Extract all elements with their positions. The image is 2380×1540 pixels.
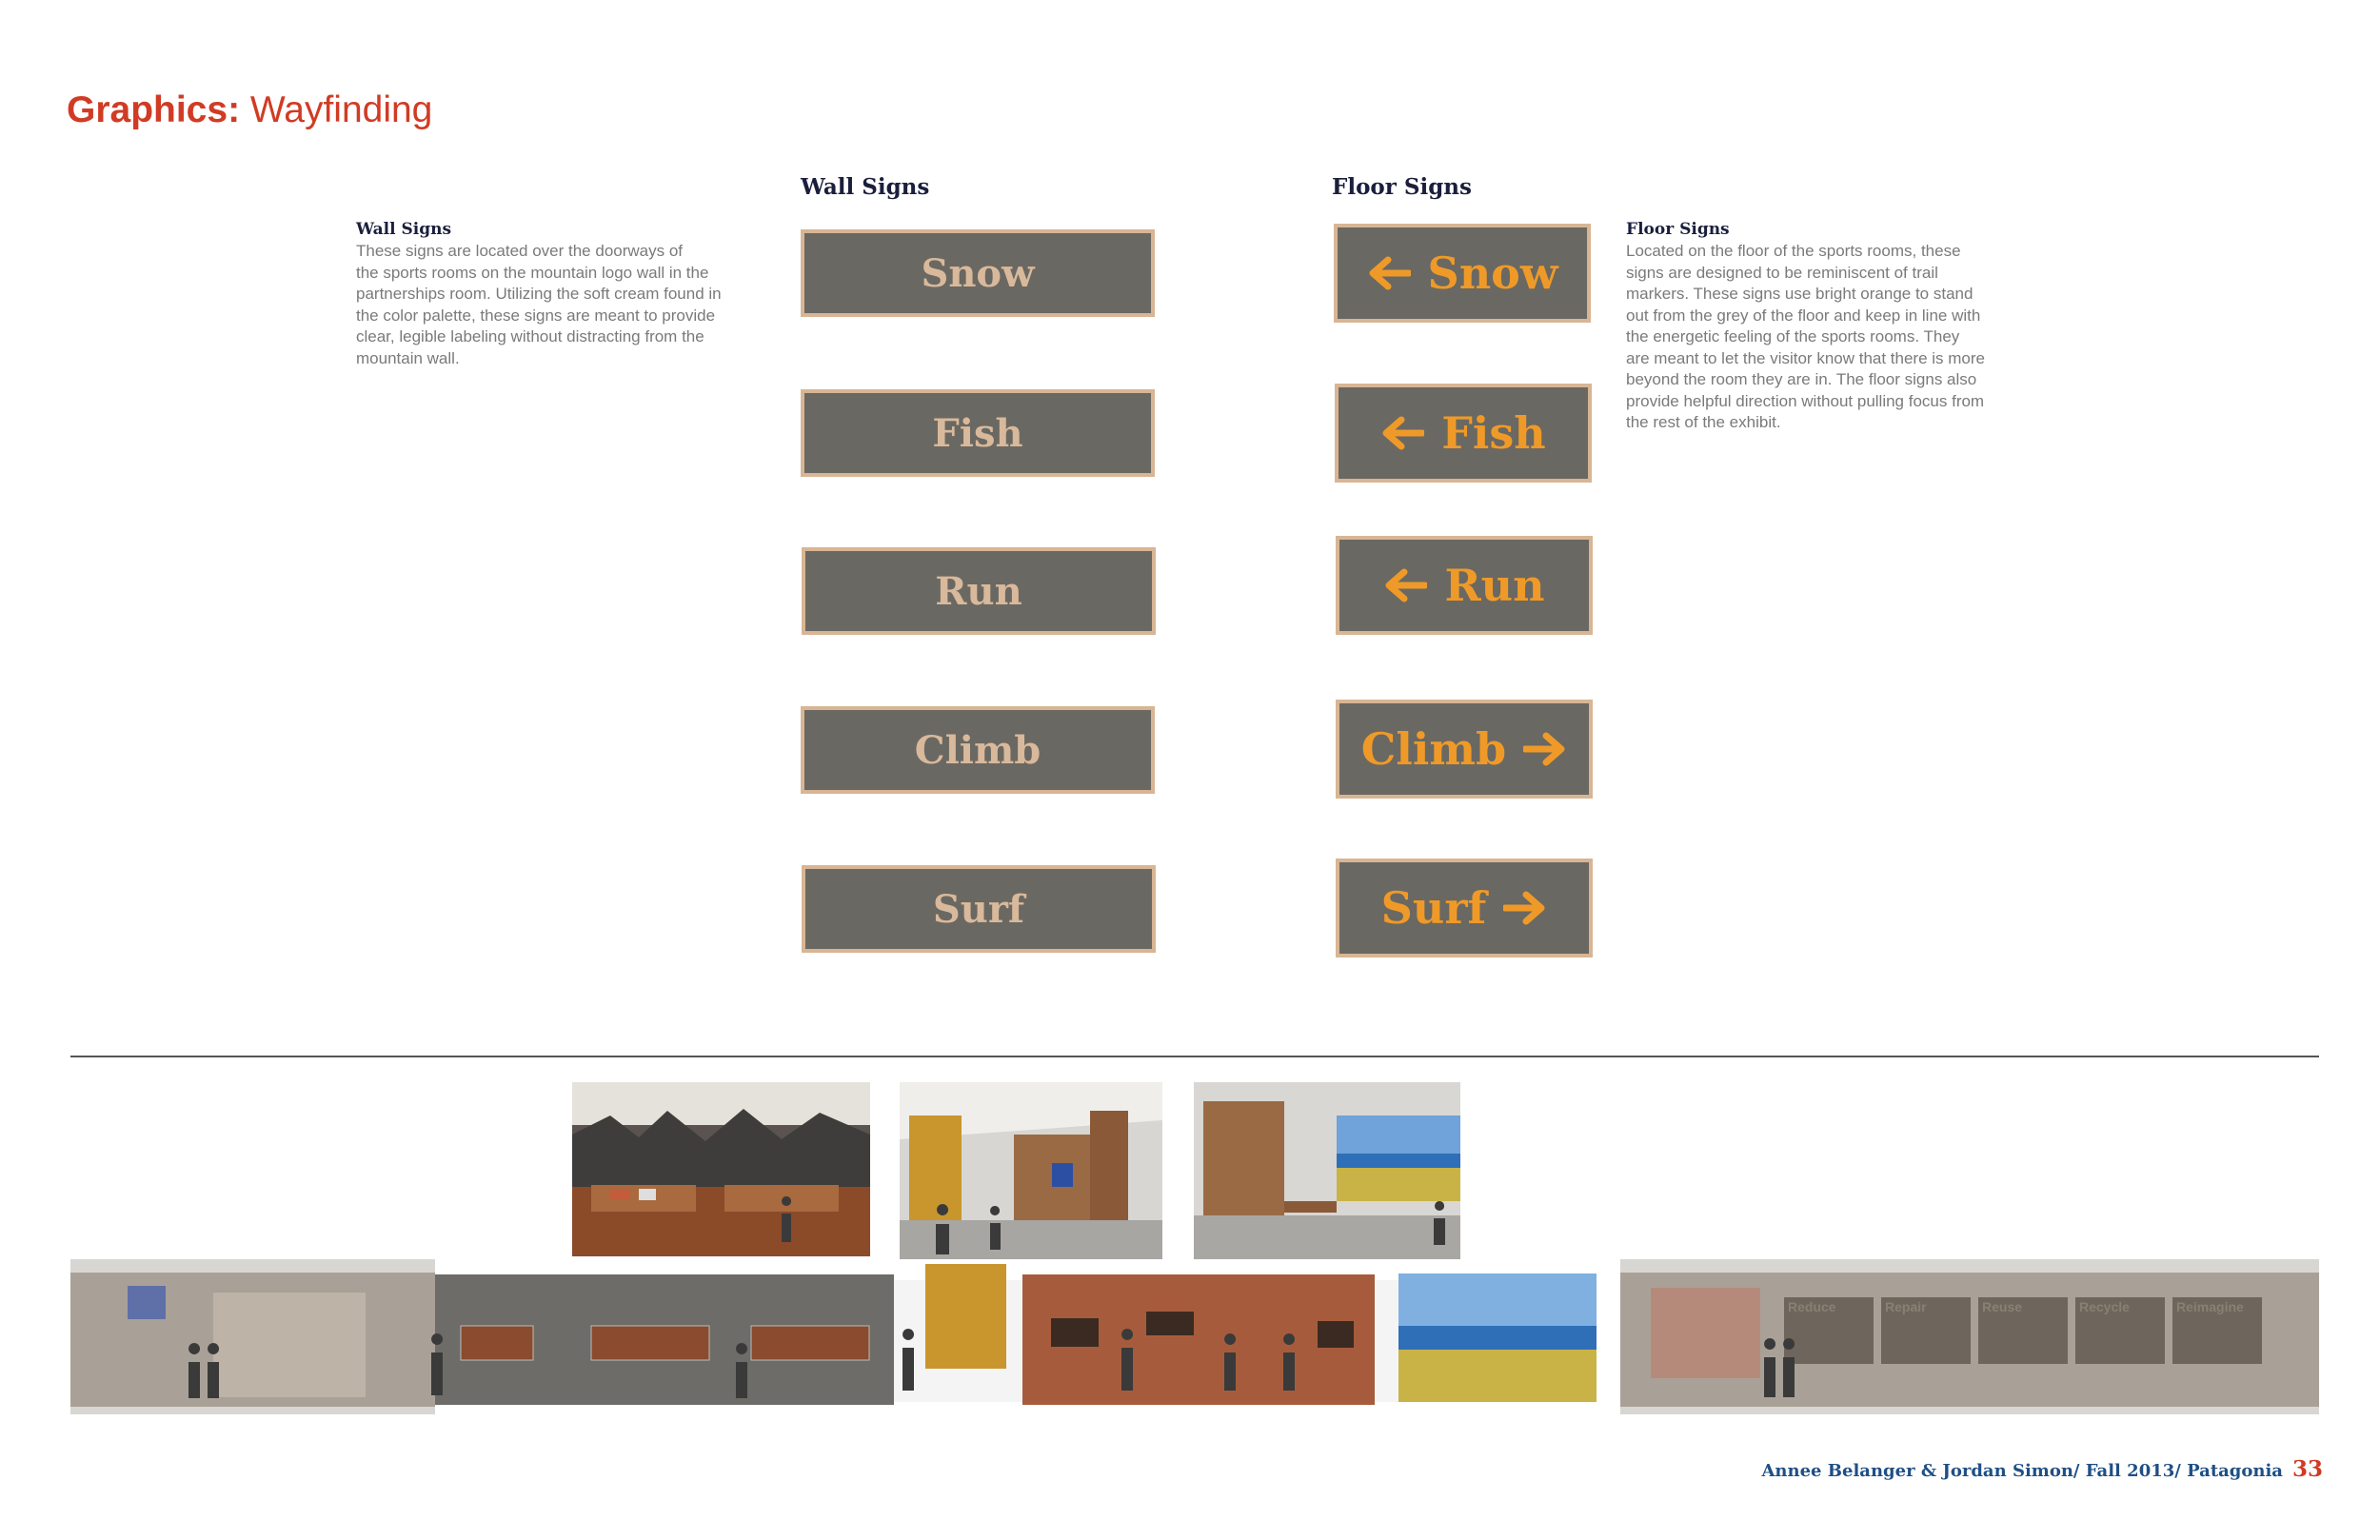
floor-sign-run xyxy=(1336,536,1593,635)
wall-sign-climb: Climb xyxy=(801,706,1155,794)
page-footer xyxy=(1761,1456,2323,1482)
wall-sign-run: Run xyxy=(802,547,1156,635)
elevation-panel-recycle: Recycle xyxy=(2079,1299,2130,1314)
floor-desc-line: Located on the floor of the sports rooms, these xyxy=(1626,242,1961,260)
page-number: 33 xyxy=(2291,1456,2323,1482)
elevation-panel-reimagine: Reimagine xyxy=(2176,1299,2244,1314)
floor-desc-body xyxy=(1626,241,2035,434)
floor-sign-climb xyxy=(1336,700,1593,799)
floor-desc-line: the energetic feeling of the sports rooms. They xyxy=(1626,327,1960,346)
floor-desc-line: out from the grey of the floor and keep in line with xyxy=(1626,306,1981,325)
exhibit-elevation-strip xyxy=(70,1259,2319,1414)
wall-desc-line: clear, legible labeling without distracting from the xyxy=(356,327,704,346)
elevation-panel-reduce: Reduce xyxy=(1788,1299,1836,1314)
floor-sign-label: Snow xyxy=(1427,247,1558,299)
arrow-right-icon xyxy=(1503,891,1547,925)
render-surf-room xyxy=(1194,1082,1460,1259)
title-rest: Wayfinding xyxy=(240,89,433,130)
arrow-left-icon xyxy=(1380,416,1424,450)
wall-desc-line: These signs are located over the doorways of xyxy=(356,242,684,260)
floor-desc-line: provide helpful direction without pulling focus from xyxy=(1626,391,1985,410)
floor-desc-line: beyond the room they are in. The floor signs also xyxy=(1626,370,1977,388)
floor-sign-fish xyxy=(1335,384,1592,483)
wall-desc-line: partnerships room. Utilizing the soft cream found in xyxy=(356,285,722,303)
page-title xyxy=(67,91,432,128)
floor-sign-label: Surf xyxy=(1380,882,1487,934)
elevation-panel-repair: Repair xyxy=(1885,1299,1927,1314)
wall-sign-fish: Fish xyxy=(801,389,1155,477)
wall-signs-heading: Wall Signs xyxy=(801,174,930,200)
floor-sign-label: Climb xyxy=(1360,723,1507,775)
floor-signs-heading: Floor Signs xyxy=(1332,174,1472,200)
elevation-panel-reuse: Reuse xyxy=(1982,1299,2023,1314)
floor-sign-snow xyxy=(1334,224,1591,323)
floor-desc-line: signs are designed to be reminiscent of trail xyxy=(1626,263,1938,282)
wall-signs-description xyxy=(356,220,765,369)
floor-sign-label: Fish xyxy=(1441,407,1546,459)
wall-desc-line: the color palette, these signs are meant to provide xyxy=(356,306,716,325)
wall-desc-heading: Wall Signs xyxy=(356,220,452,239)
wall-sign-surf: Surf xyxy=(802,865,1156,953)
floor-sign-label: Run xyxy=(1444,560,1545,611)
footer-credits: Annee Belanger & Jordan Simon/ Fall 2013/ Patagonia xyxy=(1761,1461,2283,1481)
floor-desc-heading: Floor Signs xyxy=(1626,220,1730,239)
title-bold: Graphics: xyxy=(67,89,241,130)
floor-desc-line: the rest of the exhibit. xyxy=(1626,413,1781,431)
arrow-left-icon xyxy=(1383,568,1427,602)
floor-signs-description xyxy=(1626,220,2035,434)
floor-sign-surf xyxy=(1336,859,1593,958)
wall-desc-line: mountain wall. xyxy=(356,348,460,367)
wall-desc-body xyxy=(356,241,765,369)
arrow-left-icon xyxy=(1367,256,1411,290)
arrow-right-icon xyxy=(1523,732,1567,766)
wall-desc-line: the sports rooms on the mountain logo wall in the xyxy=(356,263,709,282)
wall-sign-snow: Snow xyxy=(801,229,1155,317)
floor-desc-line: markers. These signs use bright orange to stand xyxy=(1626,285,1973,303)
section-divider xyxy=(70,1056,2319,1057)
floor-desc-line: are meant to let the visitor know that there is more xyxy=(1626,348,1986,367)
render-sports-room xyxy=(900,1082,1162,1259)
render-partnerships-room xyxy=(572,1082,870,1256)
